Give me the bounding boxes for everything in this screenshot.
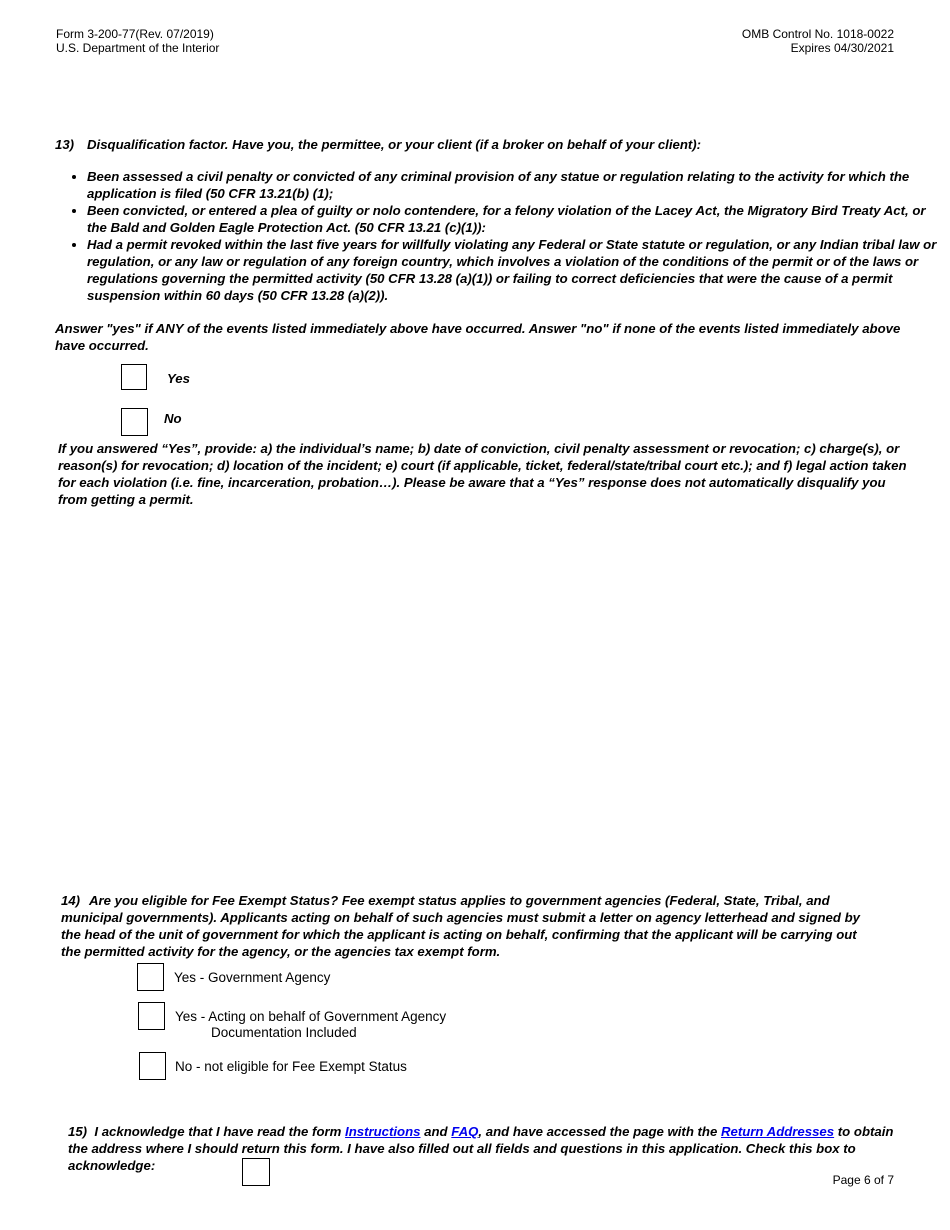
q14-government-agency-checkbox[interactable] [137, 963, 164, 991]
q14-documentation-included-label: Documentation Included [211, 1025, 357, 1040]
q13-bullet-felony-conviction: • Been convicted, or entered a plea of guilty or nolo contendere, for a felony violation of the Lacey Act, the Migratory Bird Treaty Act, or the Bald and Golden Eagle Protection Act. (50 CFR 13.21 (c)(1)): [87, 202, 942, 236]
return-addresses-link[interactable]: Return Addresses [721, 1124, 835, 1139]
q13-question-text: Disqualification factor. Have you, the permittee, or your client (if a broker on behalf of your client): [87, 137, 702, 152]
q14-acting-on-behalf-label: Yes - Acting on behalf of Government Agency [175, 1009, 447, 1024]
q15-number: 15) [68, 1124, 88, 1139]
q13-bullet-civil-penalty: • Been assessed a civil penalty or convicted of any criminal provision of any statue or regulation relating to the activity for which the application is filed (50 CFR 13.21(b) (1); [87, 168, 942, 202]
q13-disqualification-list [55, 168, 942, 304]
q14-number: 14) [61, 893, 81, 908]
q14-acting-on-behalf-checkbox[interactable] [138, 1002, 165, 1030]
q15-acknowledge-checkbox[interactable] [242, 1158, 270, 1186]
q13-number: 13) [55, 137, 75, 152]
q13-no-label: No [164, 411, 182, 426]
q15-text-4: to obtain the address where I should return this form. I have also filled out all fields and questions in this application. Check this box to acknowledge: [68, 1124, 894, 1173]
omb-control-number: OMB Control No. 1018-0022 [741, 27, 894, 41]
q14-question [61, 892, 861, 960]
instructions-link[interactable]: Instructions [345, 1124, 421, 1139]
form-number: Form 3-200-77(Rev. 07/2019) [56, 27, 214, 41]
q13-answer-instruction: Answer "yes" if ANY of the events listed immediately above have occurred. Answer "no" if none of the events listed immediately above have occurred. [55, 321, 901, 353]
q13-if-yes-instructions: If you answered “Yes”, provide: a) the individual’s name; b) date of conviction, civil penalty assessment or revocation; c) charge(s), or reason(s) for revocation; d) location of the incident; e) court (if applicable, ticket, federal/state/tribal court etc.); and f) legal action taken for each violation (i.e. fine, incarceration, probation…). Please be aware that a “Yes” response does not automatically disqualify you from getting a permit. [58, 441, 907, 507]
q14-not-eligible-label: No - not eligible for Fee Exempt Status [175, 1059, 407, 1074]
faq-link[interactable]: FAQ [451, 1124, 479, 1139]
q13-no-checkbox[interactable] [121, 408, 148, 436]
q15-text-3: , and have accessed the page with the [478, 1124, 718, 1139]
department-name: U.S. Department of the Interior [56, 41, 220, 55]
page-number: Page 6 of 7 [832, 1173, 894, 1187]
q15-acknowledgement [68, 1123, 900, 1174]
q14-not-eligible-checkbox[interactable] [139, 1052, 166, 1080]
q15-text-1: I acknowledge that I have read the form [94, 1124, 342, 1139]
q13-yes-checkbox[interactable] [121, 364, 147, 390]
q13-bullet-permit-revoked: • Had a permit revoked within the last five years for willfully violating any Federal or State statute or regulation, or any Indian tribal law or regulation, or any law or regulation of any foreign country, which involves a violation of the conditions of the permit or of the laws or regulations governing the permitted activity (50 CFR 13.28 (a)(1)) or failing to correct deficiencies that were the cause of a permit suspension within 60 days (50 CFR 13.28 (a)(2)). [87, 236, 942, 304]
expiration-date: Expires 04/30/2021 [790, 41, 894, 55]
q15-text-2: and [424, 1124, 448, 1139]
q14-government-agency-label: Yes - Government Agency [174, 970, 331, 985]
q13-question [55, 136, 915, 153]
q14-question-text: Are you eligible for Fee Exempt Status? Fee exempt status applies to government agencies (Federal, State, Tribal, and municipal governments). Applicants acting on behalf of such agencies must submit a letter on agency letterhead and signed by the head of the unit of government for which the applicant is acting on behalf, confirming that the applicant will be carrying out the permitted activity for the agency, or the agencies tax exempt form. [61, 893, 860, 959]
q13-yes-label: Yes [167, 371, 190, 386]
